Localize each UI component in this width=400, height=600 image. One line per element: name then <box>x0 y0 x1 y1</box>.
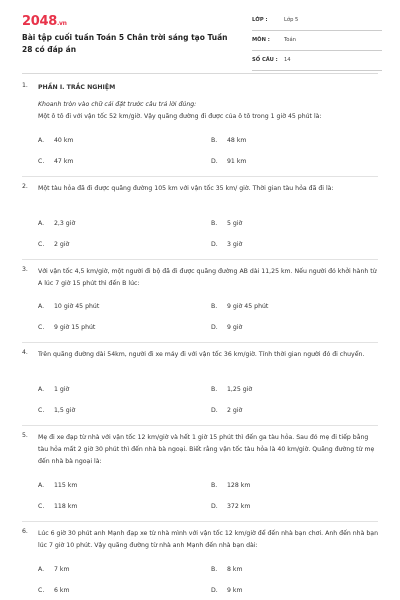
section-number: 1. <box>22 82 28 89</box>
meta-value: Lớp 5 <box>284 17 299 23</box>
option-letter: A. <box>38 566 45 573</box>
option-text: 91 km <box>227 158 247 165</box>
option-3d[interactable] <box>211 324 242 331</box>
meta-row-count <box>252 54 382 71</box>
option-text: 1,25 giờ <box>227 386 253 393</box>
meta-label: MÔN : <box>252 37 270 43</box>
option-6c[interactable] <box>38 587 70 594</box>
document-title: Bài tập cuối tuần Toán 5 Chân trời sáng tạo Tuần 28 có đáp án <box>22 33 228 54</box>
question-separator <box>22 342 378 343</box>
option-letter: D. <box>211 324 218 331</box>
meta-value: Toán <box>284 37 296 43</box>
question-number: 3. <box>22 266 28 273</box>
option-text: 2 giờ <box>227 407 243 414</box>
option-text: 9 giờ 15 phút <box>54 324 96 331</box>
question-number: 2. <box>22 183 28 190</box>
option-text: 2 giờ <box>54 241 70 248</box>
option-letter: D. <box>211 587 218 594</box>
option-letter: A. <box>38 386 45 393</box>
option-letter: C. <box>38 503 45 510</box>
site-logo[interactable] <box>22 14 67 29</box>
option-letter: C. <box>38 241 45 248</box>
meta-label: LỚP : <box>252 17 268 23</box>
option-2c[interactable] <box>38 241 69 248</box>
option-text: 118 km <box>54 503 78 510</box>
question-text: Trên quãng đường dài 54km, người đi xe máy đi với vận tốc 36 km/giờ. Tính thời gian người đó đi chuyển. <box>38 351 365 358</box>
option-2a[interactable] <box>38 220 75 227</box>
question-separator <box>22 425 378 426</box>
section-instruction: Khoanh tròn vào chữ cái đặt trước câu trả lời đúng: <box>38 101 197 108</box>
option-2d[interactable] <box>211 241 242 248</box>
option-1a[interactable] <box>38 137 73 144</box>
option-1c[interactable] <box>38 158 73 165</box>
option-text: 10 giờ 45 phút <box>54 303 100 310</box>
question-separator <box>22 176 378 177</box>
option-text: 5 giờ <box>227 220 243 227</box>
option-letter: C. <box>38 324 45 331</box>
option-3b[interactable] <box>211 303 268 310</box>
option-text: 1,5 giờ <box>54 407 76 414</box>
option-5b[interactable] <box>211 482 250 489</box>
question-separator <box>22 521 378 522</box>
logo-text: 2048 <box>22 14 57 29</box>
option-letter: B. <box>211 482 218 489</box>
option-letter: A. <box>38 303 45 310</box>
option-4a[interactable] <box>38 386 69 393</box>
option-2b[interactable] <box>211 220 242 227</box>
option-letter: B. <box>211 566 218 573</box>
option-text: 128 km <box>227 482 251 489</box>
option-6b[interactable] <box>211 566 243 573</box>
option-letter: B. <box>211 386 218 393</box>
option-text: 9 km <box>227 587 243 594</box>
option-text: 48 km <box>227 137 247 144</box>
option-letter: B. <box>211 137 218 144</box>
option-letter: C. <box>38 158 45 165</box>
question-body <box>38 82 378 123</box>
meta-box <box>252 14 382 74</box>
option-letter: D. <box>211 158 218 165</box>
option-letter: A. <box>38 482 45 489</box>
option-text: 1 giờ <box>54 386 70 393</box>
question-text: Một ô tô đi với vận tốc 52 km/giờ. Vậy quãng đường đi được của ô tô trong 1 giờ 45 phút là: <box>38 113 322 120</box>
meta-value: 14 <box>284 57 291 63</box>
option-letter: D. <box>211 407 218 414</box>
option-letter: A. <box>38 220 45 227</box>
option-letter: D. <box>211 241 218 248</box>
header-divider <box>22 73 378 74</box>
option-text: 47 km <box>54 158 74 165</box>
option-text: 2,3 giờ <box>54 220 76 227</box>
option-5c[interactable] <box>38 503 77 510</box>
meta-row-class <box>252 14 382 31</box>
question-separator <box>22 259 378 260</box>
option-text: 3 giờ <box>227 241 243 248</box>
question-number: 6. <box>22 528 28 535</box>
option-text: 9 giờ <box>227 324 243 331</box>
option-letter: B. <box>211 220 218 227</box>
option-4c[interactable] <box>38 407 75 414</box>
option-text: 40 km <box>54 137 74 144</box>
page-header <box>0 0 400 70</box>
option-letter: A. <box>38 137 45 144</box>
option-text: 9 giờ 45 phút <box>227 303 269 310</box>
logo-suffix: .vn <box>56 20 67 27</box>
question-number: 5. <box>22 432 28 439</box>
option-3a[interactable] <box>38 303 99 310</box>
option-letter: C. <box>38 587 45 594</box>
meta-label: SỐ CÂU : <box>252 57 278 63</box>
option-text: 6 km <box>54 587 70 594</box>
option-letter: B. <box>211 303 218 310</box>
option-text: 372 km <box>227 503 251 510</box>
option-text: 7 km <box>54 566 70 573</box>
section-title: PHẦN I. TRẮC NGHIỆM <box>38 84 116 91</box>
option-5a[interactable] <box>38 482 77 489</box>
question-text: Lúc 6 giờ 30 phút anh Mạnh đạp xe từ nhà mình với vận tốc 12 km/giờ để đến nhà bạn chơi. Anh đến nhà bạn lúc 7 giờ 10 phút. Vậy quãng đường từ nhà anh Mạnh đến nhà bạn dài: <box>38 530 379 549</box>
question-text: Với vận tốc 4,5 km/giờ, một người đi bộ đã đi được quãng đường AB dài 11,25 km. Nếu người đó khởi hành từ A lúc 7 giờ 15 phút thì đến B lúc: <box>38 268 377 287</box>
option-letter: C. <box>38 407 45 414</box>
option-3c[interactable] <box>38 324 95 331</box>
meta-row-subject <box>252 34 382 51</box>
option-1b[interactable] <box>211 137 246 144</box>
question-text: Mẹ đi xe đạp từ nhà với vận tốc 12 km/giờ và hết 1 giờ 15 phút thì đến ga tàu hỏa. Sau đó mẹ đi tiếp bằng tàu hỏa mất 2 giờ 30 phút thì đến nhà bà ngoại. Biết rằng vận tốc tàu hỏa là 40 km/giờ. Quãng đường từ mẹ đến nhà bà ngoại là: <box>38 434 375 465</box>
question-text: Một tàu hỏa đã đi được quãng đường 105 km với vận tốc 35 km/ giờ. Thời gian tàu hỏa đã đi là: <box>38 185 334 192</box>
option-text: 115 km <box>54 482 78 489</box>
option-6d[interactable] <box>211 587 243 594</box>
option-text: 8 km <box>227 566 243 573</box>
option-6a[interactable] <box>38 566 70 573</box>
option-4d[interactable] <box>211 407 242 414</box>
question-number: 4. <box>22 349 28 356</box>
option-4b[interactable] <box>211 386 252 393</box>
option-1d[interactable] <box>211 158 246 165</box>
option-5d[interactable] <box>211 503 250 510</box>
option-letter: D. <box>211 503 218 510</box>
